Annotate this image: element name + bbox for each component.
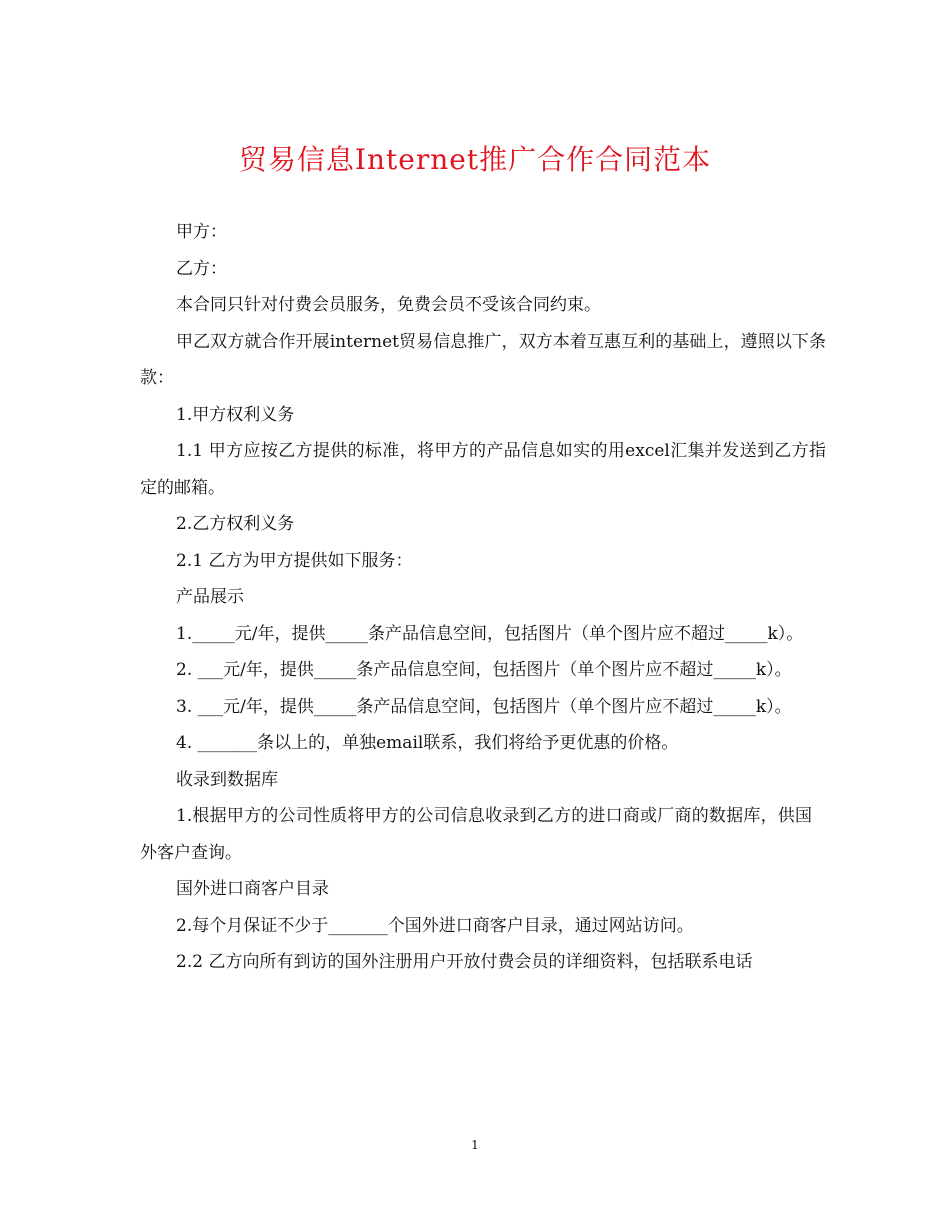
document-body bbox=[140, 214, 826, 981]
database-item-1: 1.根据甲方的公司性质将甲方的公司信息收录到乙方的进口商或厂商的数据库，供国外客户查询。 bbox=[140, 806, 812, 863]
clause-2-2: 2.2 乙方向所有到访的国外注册用户开放付费会员的详细资料，包括联系电话 bbox=[176, 952, 753, 972]
document-title: 贸易信息Internet推广合作合同范本 bbox=[238, 143, 712, 176]
party-a-line: 甲方： bbox=[176, 222, 227, 242]
preamble-paragraph: 甲乙双方就合作开展internet贸易信息推广，双方本着互惠互利的基础上，遵照以下条款： bbox=[140, 331, 826, 388]
subheading-product-display: 产品展示 bbox=[176, 587, 244, 607]
scope-paragraph: 本合同只针对付费会员服务，免费会员不受该合同约束。 bbox=[176, 295, 601, 315]
clause-1-1: 1.1 甲方应按乙方提供的标准，将甲方的产品信息如实的用excel汇集并发送到乙方指定的邮箱。 bbox=[140, 441, 826, 498]
subheading-database: 收录到数据库 bbox=[176, 769, 278, 790]
party-b-line: 乙方： bbox=[176, 258, 227, 279]
pricing-item-2: 2. ___元/年，提供_____条产品信息空间，包括图片（单个图片应不超过_____k）。 bbox=[176, 660, 792, 680]
clause-2-1: 2.1 乙方为甲方提供如下服务： bbox=[176, 550, 413, 571]
section-heading-party-b: 2.乙方权利义务 bbox=[176, 514, 295, 534]
pricing-item-4: 4. _______条以上的，单独email联系，我们将给予更优惠的价格。 bbox=[176, 733, 679, 753]
directory-item-2: 2.每个月保证不少于_______个国外进口商客户目录，通过网站访问。 bbox=[176, 915, 694, 936]
subheading-importer-directory: 国外进口商客户目录 bbox=[176, 879, 329, 899]
page-number: 1 bbox=[471, 1138, 479, 1152]
section-heading-party-a: 1.甲方权利义务 bbox=[176, 404, 295, 425]
pricing-item-1: 1._____元/年，提供_____条产品信息空间，包括图片（单个图片应不超过_____k）。 bbox=[176, 623, 804, 644]
pricing-item-3: 3. ___元/年，提供_____条产品信息空间，包括图片（单个图片应不超过_____k）。 bbox=[176, 696, 792, 717]
